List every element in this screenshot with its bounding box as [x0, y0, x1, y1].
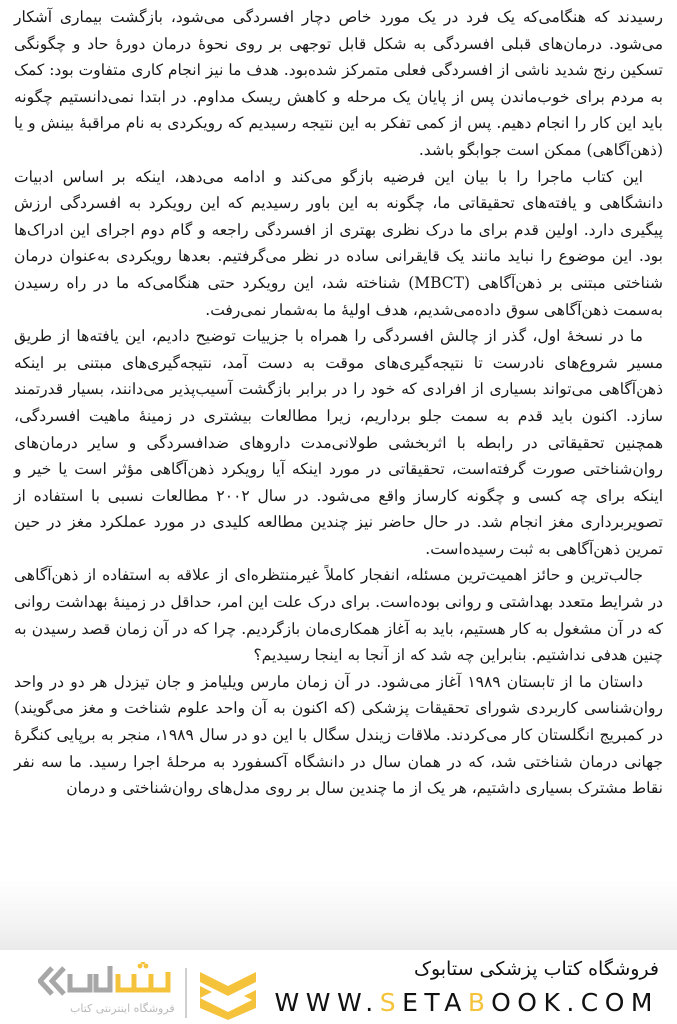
logo-divider: [185, 968, 187, 1018]
paragraph-4: جالب‌ترین و حائز اهمیت‌ترین مسئله، انفجار کاملاً غیرمنتظره‌ای از علاقه به استفاده از ذهن‌آگاهی در شرایط متعدد بهداشتی و روانی بوده‌است. برای درک علت این امر، حداقل در زمینهٔ بهداشت روانی که در آن مشغول به کار هستیم، باید به آغاز همکاری‌مان بازگردیم. چرا که در آن زمان قصد رسیدن به چنین هدفی نداشتیم. بنابراین چه شد که از آنجا به اینجا رسیدیم؟: [14, 566, 663, 665]
shop-url-link[interactable]: [275, 988, 659, 1017]
paragraph-2: این کتاب ماجرا را با بیان این فرضیه بازگو می‌کند و ادامه می‌دهد، اینکه بر اساس ادبیات دانشگاهی و یافته‌های تحقیقاتی ما، چگونه به این باور رسیدیم که این رویکرد به افسردگی ارزش پیگیری دارد. اولین قدم برای ما درک نظری بهتری از افسردگی راجعه و گام دوم اجرای این ادراک‌ها بود. این موضوع را نباید مانند یک قایقرانی ساده در نظر می‌گرفتیم. بعدها رویکردی به‌عنوان درمان شناختی مبتنی بر ذهن‌آگاهی (MBCT) شناخته شد، این رویکرد حتی هنگامی‌که ما در راه رسیدن به‌سمت ذهن‌آگاهی سوق داده‌می‌شدیم، هدف اولیهٔ ما به‌شمار نمی‌رفت.: [14, 167, 663, 319]
setabook-wordmark-icon: [38, 962, 173, 1000]
paragraph-3: ما در نسخهٔ اول، گذر از چالش افسردگی را همراه با جزییات توضیح دادیم، این یافته‌ها از طریق مسیر شروع‌های نادرست تا نتیجه‌گیری‌های موقت به دست آمد، نتیجه‌گیری‌های مبتنی بر اینکه ذهن‌آگاهی می‌تواند بسیاری از افرادی که خود را در برابر بازگشت آسیب‌پذیر می‌دانند، بسیار قدرتمند سازد. اکنون باید قدم به سمت جلو برداریم، زیرا مطالعات بیشتری در زمینهٔ ماهیت افسردگی، همچنین تحقیقاتی در رابطه با اثربخشی طولانی‌مدت داروهای ضدافسردگی و سایر درمان‌های روان‌شناختی صورت گرفته‌است، تحقیقاتی در مورد اینکه آیا رویکرد ذهن‌آگاهی مؤثر است یا خیر و اینکه برای چه کسی و چگونه کارساز واقع می‌شود. در سال ۲۰۰۲ مطالعات نسبی با استفاده از تصویربرداری مغز انجام شد. در حال حاضر نیز چندین مطالعه کلیدی در مورد عملکرد مغز در حین تمرین ذهن‌آگاهی به ثبت رسیده‌است.: [14, 327, 663, 558]
logo-tagline: فروشگاه اینترنتی کتاب: [70, 1002, 175, 1015]
setabook-logo[interactable]: [38, 962, 258, 1020]
page-bottom-fade: [0, 880, 677, 950]
watermark-footer: [0, 950, 677, 1024]
url-accent-letter: S: [379, 988, 403, 1017]
url-part: WWW.: [274, 988, 380, 1017]
url-part: OOK.COM: [491, 988, 659, 1017]
paragraph-1: رسیدند که هنگامی‌که یک فرد در یک مورد خاص دچار افسردگی می‌شود، بازگشت بیماری آشکار می‌شود. درمان‌های قبلی افسردگی به شکل قابل توجهی بر روی نحوهٔ درمان دورهٔ حاد و چگونگی تسکین رنج شدید ناشی از افسردگی فعلی متمرکز شده‌بود. هدف ما نیز انجام کاری متفاوت بود: کمک به مردم برای خوب‌ماندن پس از پایان یک مرحله و کاهش ریسک مداوم. در ابتدا نمی‌دانستیم چگونه باید این کار را انجام دهیم. پس از کمی تفکر به این نتیجه رسیدیم که رویکردی به نام مراقبهٔ بینش و یا (ذهن‌آگاهی) ممکن است جوابگو باشد.: [14, 8, 663, 159]
url-part: ETA: [402, 988, 468, 1017]
url-accent-letter: B: [467, 988, 492, 1017]
paragraph-5: داستان ما از تابستان ۱۹۸۹ آغاز می‌شود. در آن زمان مارس ویلیامز و جان تیزدل هر دو در واحد روان‌شناسی کاربردی شورای تحقیقات پزشکی (که اکنون به آن واحد علوم شناخت و مغز می‌گویند) در کمبریج انگلستان کار می‌کردند. ملاقات زیندل سگال با این دو در سال ۱۹۸۹، منجر به برپایی کنگرهٔ جهانی درمان شناختی شد، که در همان سال در دانشگاه آکسفورد به مرحلهٔ اجرا رسید. ما سه نفر نقاط مشترک بسیاری داشتیم، هر یک از ما چندین سال بر روی مدل‌های روان‌شناختی و درمان: [14, 672, 663, 798]
setabook-chevron-mark-icon: [198, 968, 258, 1020]
shop-title: فروشگاه کتاب پزشکی ستابوک: [413, 958, 659, 980]
